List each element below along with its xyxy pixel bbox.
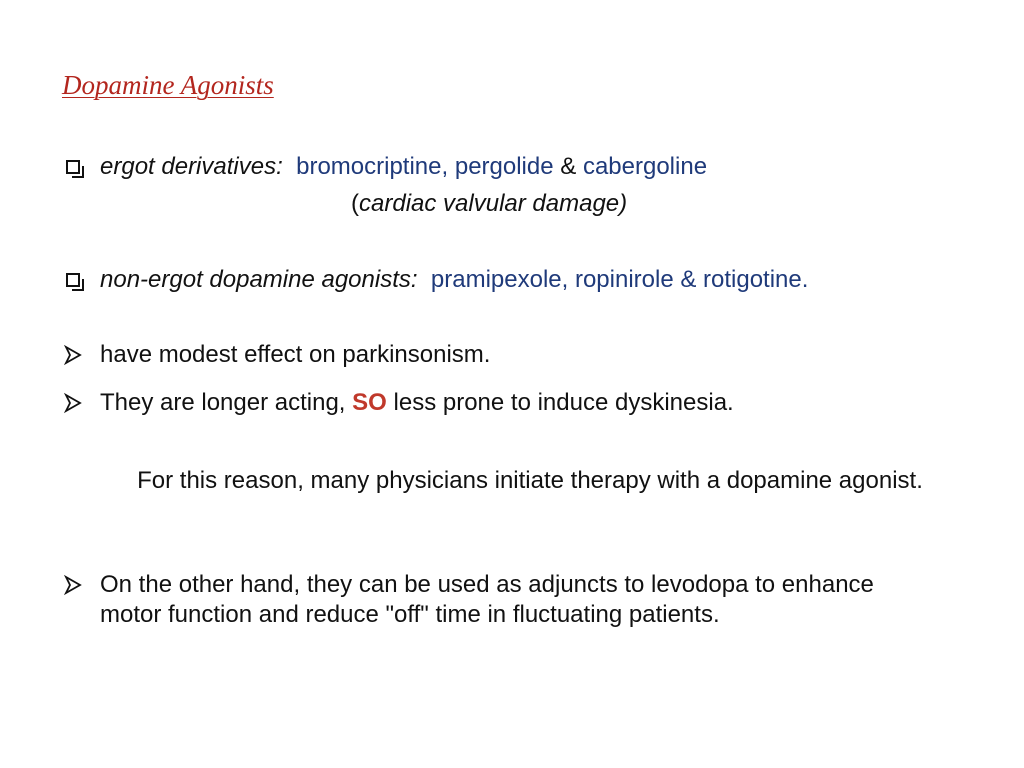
so-highlight: SO xyxy=(352,389,387,416)
arrow-bullet-icon xyxy=(64,388,86,418)
point-longer-acting xyxy=(100,388,734,418)
square-bullet-icon xyxy=(64,265,86,295)
ergot-lead: ergot derivatives: xyxy=(100,153,283,180)
non-ergot-lead: non-ergot dopamine agonists: xyxy=(100,266,418,293)
ergot-line xyxy=(100,152,707,182)
ergot-note-open: ( xyxy=(351,190,359,217)
longer-acting-before: They are longer acting, xyxy=(100,389,346,416)
non-ergot-line xyxy=(100,265,808,295)
ergot-note-text: cardiac valvular damage) xyxy=(359,190,628,217)
slide-title: Dopamine Agonists xyxy=(62,70,274,100)
point-modest-effect: have modest effect on parkinsonism. xyxy=(100,341,491,368)
arrow-bullet-icon xyxy=(64,570,86,600)
ergot-drugs-b: cabergoline xyxy=(582,153,708,180)
point-adjuncts: On the other hand, they can be used as adjuncts to levodopa to enhance motor function and reduce "off" time in fluctuating patients. xyxy=(100,571,874,628)
ergot-note xyxy=(351,189,627,219)
longer-acting-after: less prone to induce dyskinesia. xyxy=(393,389,734,416)
non-ergot-drugs: pramipexole, ropinirole & rotigotine. xyxy=(430,266,809,293)
ergot-amp: & xyxy=(560,153,577,180)
arrow-bullet-icon xyxy=(64,340,86,370)
reason-paragraph: For this reason, many physicians initiate therapy with a dopamine agonist. xyxy=(137,467,923,494)
ergot-drugs-a: bromocriptine, pergolide xyxy=(296,153,554,180)
square-bullet-icon xyxy=(64,152,86,182)
